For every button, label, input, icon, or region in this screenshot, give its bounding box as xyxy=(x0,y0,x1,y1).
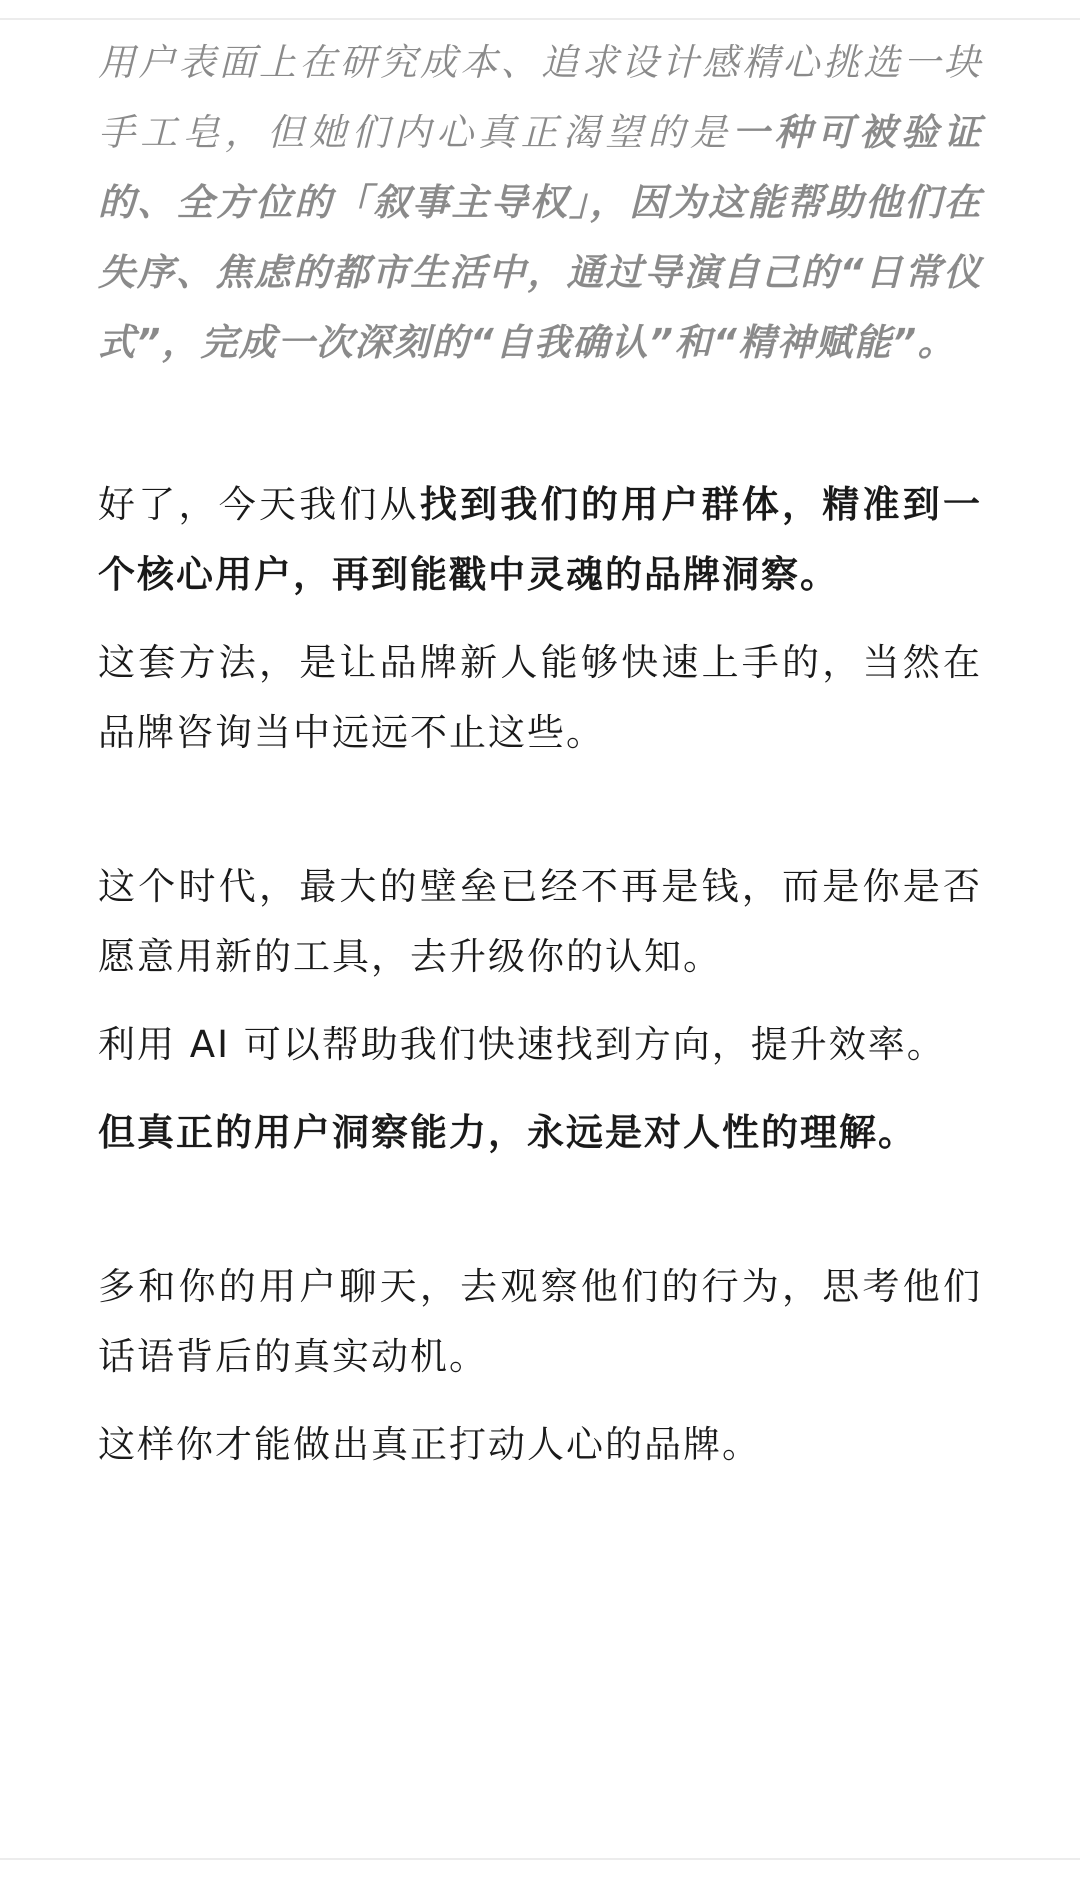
insight-paragraph xyxy=(98,1098,982,1168)
summary-bold: 找到我们的用户群体，精准到一个核心用户，再到能戳中灵魂的品牌洞察。 xyxy=(98,483,983,596)
article-body xyxy=(98,28,982,1480)
insight-bold: 但真正的用户洞察能力，永远是对人性的理解。 xyxy=(98,1111,917,1154)
summary-paragraph xyxy=(98,470,982,610)
quote-text: 用户表面上在研究成本、追求设计感精心挑选一块手工皂，但她们内心真正渴望的是 xyxy=(98,41,982,154)
bottom-divider xyxy=(0,1858,1080,1860)
quote-emphasis: 一种可被验证的、全方位的「叙事主导权」，因为这能帮助他们在失序、焦虑的都市生活中，通过导演自己的“日常仪式”，完成一次深刻的“自我确认”和“精神赋能”。 xyxy=(98,111,982,364)
method-paragraph: 这套方法，是让品牌新人能够快速上手的，当然在品牌咨询当中远远不止这些。 xyxy=(98,641,982,754)
brand-paragraph: 这样你才能做出真正打动人心的品牌。 xyxy=(98,1423,761,1466)
summary-lead: 好了，今天我们从 xyxy=(98,483,420,526)
top-divider xyxy=(0,18,1080,20)
ai-paragraph: 利用 AI 可以帮助我们快速找到方向，提升效率。 xyxy=(98,1023,946,1066)
talk-paragraph: 多和你的用户聊天，去观察他们的行为，思考他们话语背后的真实动机。 xyxy=(98,1265,982,1378)
quote-paragraph xyxy=(98,28,982,378)
era-paragraph: 这个时代，最大的壁垒已经不再是钱，而是你是否愿意用新的工具，去升级你的认知。 xyxy=(98,865,982,978)
